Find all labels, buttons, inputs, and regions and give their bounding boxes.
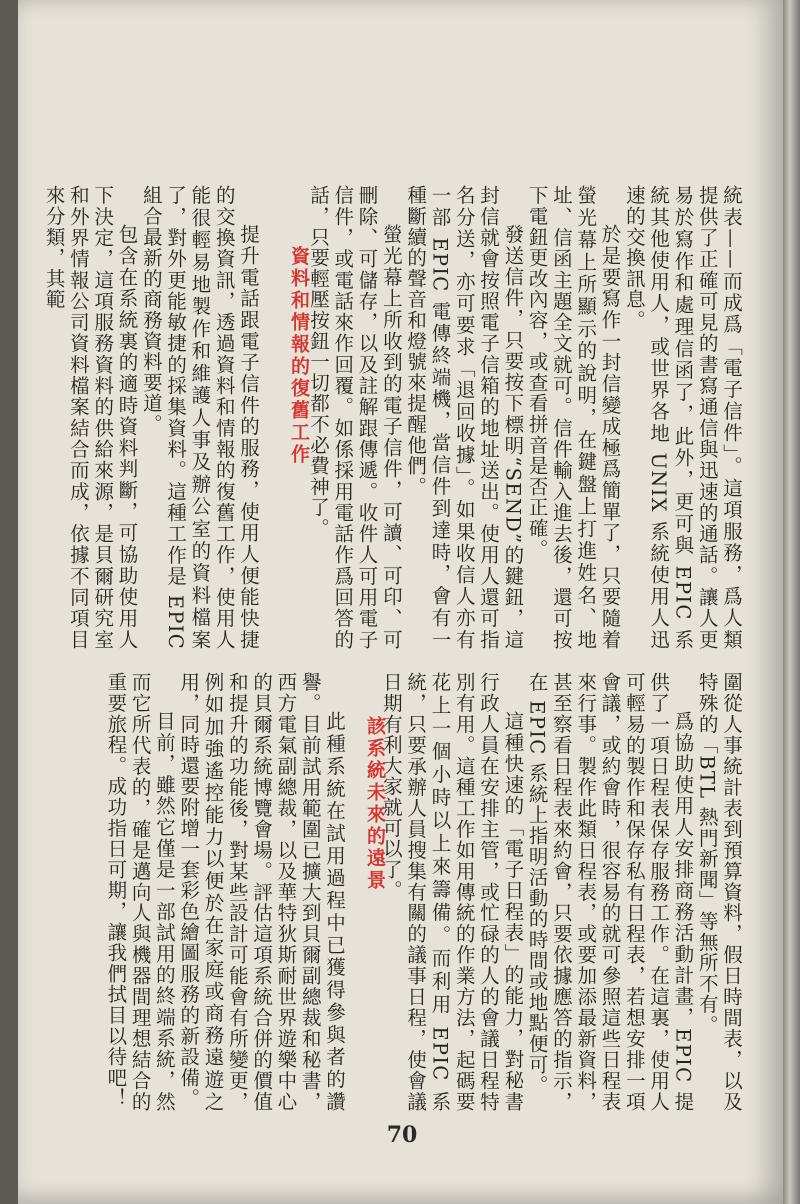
paragraph-email-writing: 於是要寫作一封信變成極爲簡單了，只要隨着螢光幕上所顯示的說明，在鍵盤上打進姓名、地址、信函主題全文就可。信件輸入進去後，還可按下電鈕更改內容，或查看拼音是否正確。 (525, 185, 622, 650)
paragraph-data-retrieval: 提升電話跟電子信件的服務，使用人便能快捷的交換資訊，透過資料和情報的復舊工作，使用人能很輕易地製作和維護人事及辦公室的資料檔案了，對外更能敏捷的採集資料。這種工作是 EPIC 組合最新的商務資料要道。 (139, 185, 260, 650)
paragraph-email-sending: 發送信件，只要按下標明“SEND”的鍵鈕，這封信就會按照電子信箱的地址送出。使用人還可指名分送，亦可要求「退回收據」。如果收信人亦有一部 EPIC 電傳終端機，當信件到達時，會有一種斷續的聲音和燈號來提醒他們。 (404, 185, 525, 650)
page-number: 70 (386, 1122, 418, 1148)
paragraph-email-intro: 統表——而成爲「電子信件」。這項服務，爲人類提供了正確可見的書寫通信與迅速的通話。讓人更易於寫作和處理信函了，此外，更可與 EPIC 系統其他使用人，或世界各地 UNIX 系統使用人迅速的交換訊息。 (622, 185, 743, 650)
paragraph-trial-evaluation: 此種系統在試用過程中已獲得參與者的讚譽。目前試用範圍已擴大到貝爾副總裁和秘書，西方電氣副總裁，以及華特狄斯耐世界遊樂中心的貝爾系統博覽會場。評估這項系統合併的價值和提升的功能後，對某些設計可能會有所變更，例如加強遙控能力以便於在家庭或商務遠遊之用，同時還要附增一套彩色繪圖服務的新設備。 (177, 672, 346, 1112)
paragraph-data-judgement: 包含在系統裏的適時資料判斷，可協助使用人下決定，這項服務資料的供給來源，是貝爾研究室和外界情報公司資料檔案結合而成，依據不同項目來分類，其範 (42, 185, 139, 650)
paragraph-electronic-calendar: 這種快速的「電子日程表」的能力，對秘書行政人員在安排主管，或忙碌的人的會議日程特別有用。這種工作如用傳統的作業方法，起碼要花上一個小時以上來籌備。而利用 EPIC 系統，只要承辦人員搜集有關的議事日程，使會議日期有利大家就可以了。 (379, 672, 525, 1112)
paragraph-email-receiving: 螢光幕上所收到的電子信件，可讀、可印、可刪除、可儲存，以及註解跟傳遞。收件人可用電子信件，或電話來作回覆。如係採用電話作爲回答的話，只要輕壓按鈕一切都不必費神了。 (306, 185, 403, 650)
paragraph-calendar-service: 爲協助使用人安排商務活動計畫，EPIC 提供了一項日程表保存服務工作。在這裏，使用人可輕易的製作和保存私有日程表，若想安排一項會議，或約會時，很容易的就可參照這些日程表來行事。製作此類日程表，或要加添最新資料，甚至察看日程表來約會，只要依據應答的指示，在 EPIC 系統上指明活動的時間或地點便可。 (525, 672, 695, 1112)
middle-text-block (42, 185, 260, 650)
paragraph-data-sources-end: 圍從人事統計表到預算資料，假日時間表，以及特殊的「BTL 熱門新聞」等無所不有。 (695, 672, 743, 1112)
section-heading-data-retrieval: 資料和情報的復舊工作 (288, 246, 310, 466)
page-edge (783, 0, 800, 1204)
paragraph-conclusion: 目前，雖然它僅是一部試用的終端系統，然而它所代表的，確是邁向人與機器間理想結合的重要旅程。成功指日可期，讓我們拭目以待吧！ (104, 672, 176, 1112)
section-heading-future-outlook: 該系統未來的遠景 (364, 716, 386, 892)
top-text-block (308, 185, 743, 650)
bottom-left-text-block (88, 672, 346, 1112)
bottom-right-text-block (379, 672, 743, 1112)
